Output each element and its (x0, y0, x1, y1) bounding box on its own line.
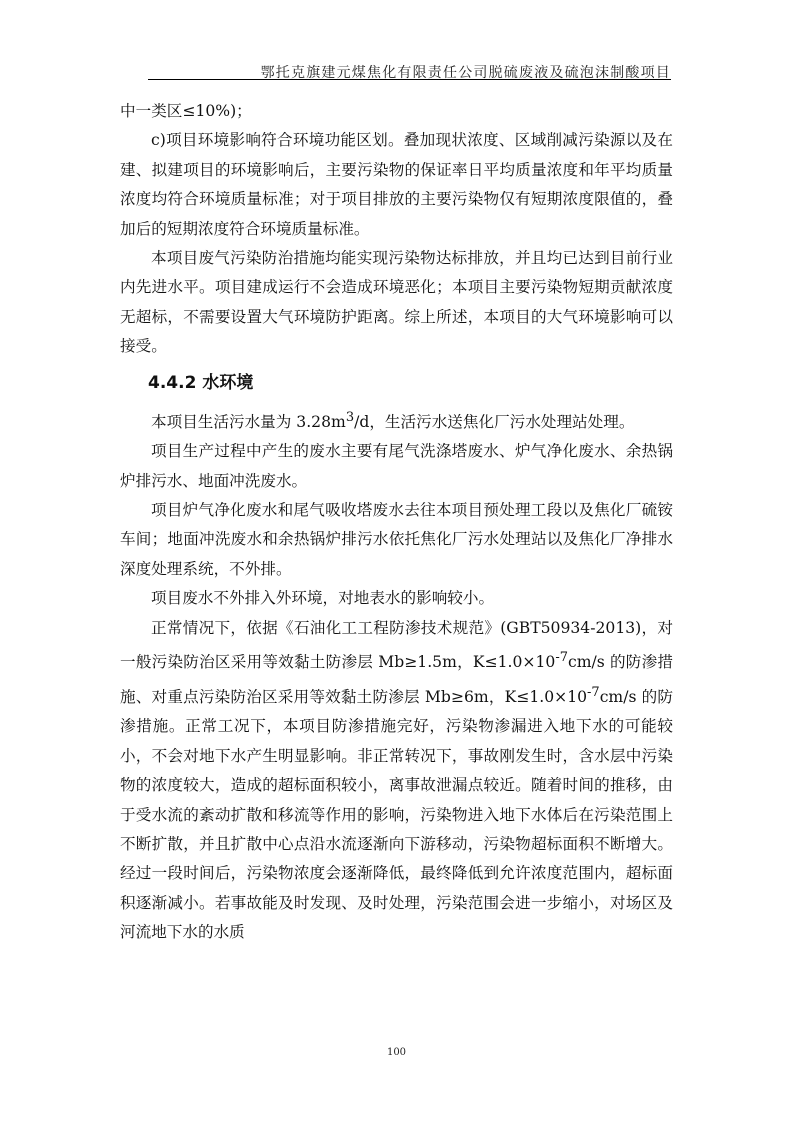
paragraph-surface-water: 项目废水不外排入外环境，对地表水的影响较小。 (151, 589, 495, 608)
text-segment: cm/s 的防渗措施、对重点污染防治区采用等效黏土防渗层 Mb≥6m，K≤1.0×10 (120, 653, 674, 706)
superscript: -7 (555, 650, 568, 666)
superscript: -7 (587, 684, 600, 700)
section-heading-water: 4.4.2 水环境 (148, 372, 254, 393)
paragraph-wastewater-treatment: 项目炉气净化废水和尾气吸收塔废水去往本项目预处理工段以及焦化厂硫铵车间；地面冲洗废水和余热锅炉排污水依托焦化厂污水处理站以及焦化厂净排水深度处理系统，不外排。 (120, 501, 673, 578)
text-segment: /d，生活污水送焦化厂污水处理站处理。 (354, 412, 635, 431)
page-number: 100 (386, 1047, 407, 1058)
paragraph-air-conclusion: 本项目废气污染防治措施均能实现污染物达标排放，并且均已达到目前行业内先进水平。项目建成运行不会造成环境恶化；本项目主要污染物短期贡献浓度无超标，不需要设置大气环境防护距离。综上所述，本项目的大气环境影响可以接受。 (120, 249, 673, 356)
paragraph-groundwater (120, 614, 673, 948)
page-body (120, 97, 673, 948)
paragraph-continued: 中一类区≤10%)； (120, 102, 252, 120)
running-header: 鄂托克旗建元煤焦化有限责任公司脱硫废液及硫泡沫制酸项目 (260, 65, 671, 81)
paragraph-domestic-sewage (120, 403, 673, 438)
paragraph-wastewater-sources: 项目生产过程中产生的废水主要有尾气洗涤塔废水、炉气净化废水、余热锅炉排污水、地面冲洗废水。 (120, 442, 673, 490)
header-rule (148, 79, 671, 80)
text-segment: 本项目生活污水量为 3.28m (151, 412, 346, 431)
superscript: 3 (345, 409, 355, 425)
paragraph-item-c: c)项目环境影响符合环境功能区划。叠加现状浓度、区域削减污染源以及在建、拟建项目的环境影响后，主要污染物的保证率日平均质量浓度和年平均质量浓度均符合环境质量标准；对于项目排放的主要污染物仅有短期浓度限值的，叠加后的短期浓度符合环境质量标准。 (120, 131, 673, 238)
text-segment: cm/s 的防渗措施。正常工况下，本项目防渗措施完好，污染物渗漏进入地下水的可能较小，不会对地下水产生明显影响。非正常转况下，事故刚发生时，含水层中污染物的浓度较大，造成的超标面积较小，离事故泄漏点较近。随着时间的推移，由于受水流的紊动扩散和移流等作用的影响，污染物进入地下水体后在污染范围上不断扩散，并且扩散中心点沿水流逐渐向下游移动，污染物超标面积不断增大。经过一段时间后，污染物浓度会逐渐降低，最终降低到允许浓度范围内，超标面积逐渐减小。若事故能及时发现、及时处理，污染范围会进一步缩小，对场区及河流地下水的水质 (120, 687, 673, 942)
text-segment: 正常情况下，依据《石油化工工程防渗技术规范》(GBT50934-2013)，对一般污染防治区采用等效黏土防渗层 Mb≥1.5m，K≤1.0×10 (120, 618, 673, 672)
